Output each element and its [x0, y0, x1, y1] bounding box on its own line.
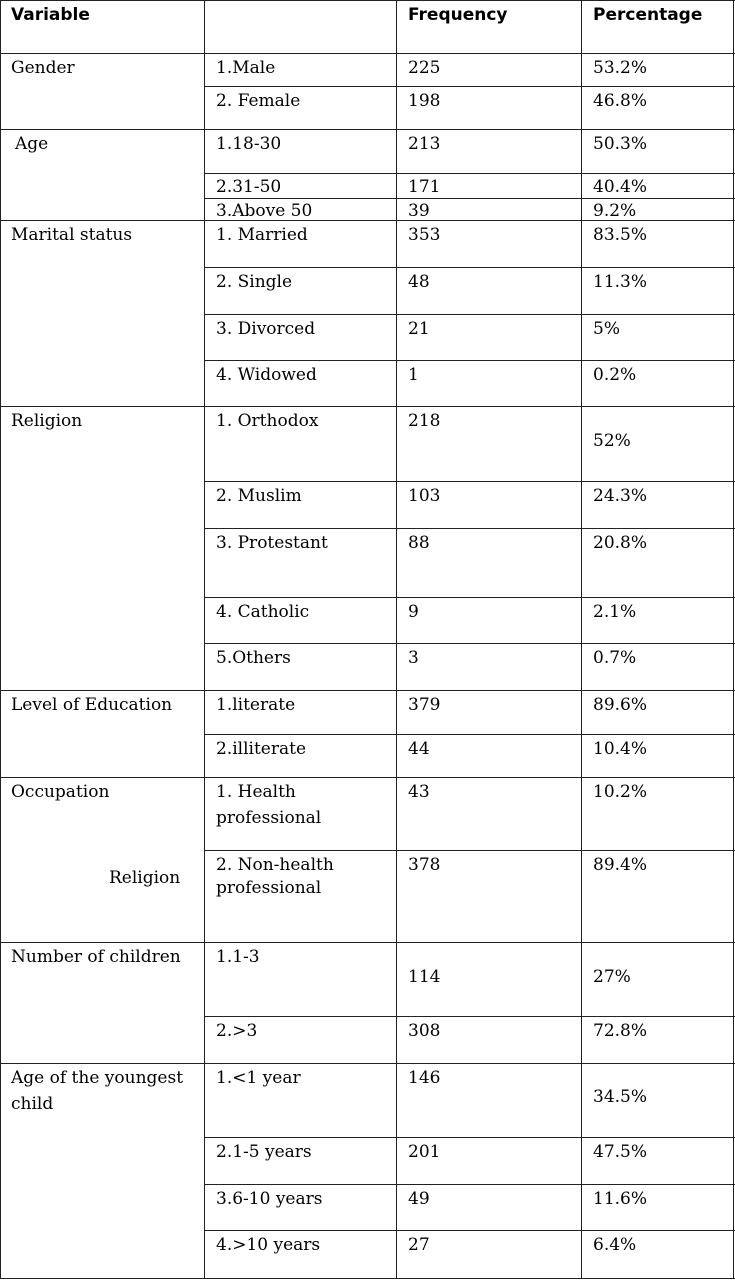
- percentage-cell: 89.6%: [593, 695, 648, 715]
- variable-label: Occupation: [11, 782, 110, 802]
- category-cell: 1. Orthodox: [216, 411, 319, 431]
- row-divider: [204, 314, 735, 315]
- percentage-cell: 2.1%: [593, 602, 637, 622]
- frequency-cell: 44: [408, 739, 430, 759]
- frequency-cell: 88: [408, 533, 430, 553]
- row-divider: [204, 597, 735, 598]
- percentage-cell: 34.5%: [593, 1087, 648, 1107]
- percentage-cell: 40.4%: [593, 177, 648, 197]
- group-divider: [0, 777, 735, 778]
- row-divider: [204, 173, 735, 174]
- frequency-cell: 9: [408, 602, 419, 622]
- category-cell: 2. Non-health: [216, 855, 334, 875]
- column-divider: [204, 0, 205, 1279]
- category-cell: 1. Health: [216, 782, 296, 802]
- frequency-cell: 103: [408, 486, 441, 506]
- category-cell: 2. Single: [216, 272, 293, 292]
- frequency-cell: 21: [408, 319, 430, 339]
- category-cell: 2.illiterate: [216, 739, 307, 759]
- category-cell: 2. Female: [216, 91, 301, 111]
- frequency-cell: 213: [408, 134, 441, 154]
- category-cell: professional: [216, 808, 322, 828]
- row-divider: [204, 850, 735, 851]
- group-divider: [0, 406, 735, 407]
- category-cell: 4. Widowed: [216, 365, 317, 385]
- category-cell: 2.1-5 years: [216, 1142, 312, 1162]
- group-divider: [0, 1063, 735, 1064]
- percentage-cell: 10.2%: [593, 782, 648, 802]
- header-frequency: Frequency: [408, 5, 508, 25]
- category-cell: 2. Muslim: [216, 486, 302, 506]
- category-cell: professional: [216, 878, 322, 898]
- variable-label: Religion: [11, 411, 83, 431]
- percentage-cell: 47.5%: [593, 1142, 648, 1162]
- frequency-cell: 49: [408, 1189, 430, 1209]
- category-cell: 1.Male: [216, 58, 276, 78]
- frequency-cell: 48: [408, 272, 430, 292]
- category-cell: 2.31-50: [216, 177, 282, 197]
- percentage-cell: 50.3%: [593, 134, 648, 154]
- frequency-cell: 43: [408, 782, 430, 802]
- table-border-left: [0, 0, 1, 1279]
- percentage-cell: 5%: [593, 319, 620, 339]
- table-border-right: [733, 0, 734, 1279]
- percentage-cell: 46.8%: [593, 91, 648, 111]
- row-divider: [204, 267, 735, 268]
- percentage-cell: 11.6%: [593, 1189, 648, 1209]
- percentage-cell: 0.7%: [593, 648, 637, 668]
- category-cell: 3.6-10 years: [216, 1189, 323, 1209]
- table-border-bottom: [0, 1278, 735, 1279]
- group-divider: [0, 129, 735, 130]
- row-divider: [204, 734, 735, 735]
- frequency-cell: 201: [408, 1142, 441, 1162]
- category-cell: 4. Catholic: [216, 602, 310, 622]
- frequency-cell: 39: [408, 201, 430, 221]
- category-cell: 5.Others: [216, 648, 291, 668]
- category-cell: 1.literate: [216, 695, 296, 715]
- percentage-cell: 6.4%: [593, 1235, 637, 1255]
- frequency-cell: 379: [408, 695, 441, 715]
- variable-label: Number of children: [11, 947, 181, 967]
- variable-label: Age: [15, 134, 49, 154]
- variable-label: Gender: [11, 58, 75, 78]
- frequency-cell: 3: [408, 648, 419, 668]
- percentage-cell: 0.2%: [593, 365, 637, 385]
- frequency-cell: 308: [408, 1021, 441, 1041]
- frequency-cell: 353: [408, 225, 441, 245]
- group-divider: [0, 53, 735, 54]
- variable-label: Age of the youngest: [11, 1068, 184, 1088]
- percentage-cell: 24.3%: [593, 486, 648, 506]
- category-cell: 1.<1 year: [216, 1068, 301, 1088]
- frequency-cell: 218: [408, 411, 441, 431]
- percentage-cell: 27%: [593, 967, 631, 987]
- category-cell: 3. Divorced: [216, 319, 316, 339]
- stray-label: Religion: [109, 868, 181, 888]
- variable-label: Level of Education: [11, 695, 173, 715]
- column-divider: [396, 0, 397, 1279]
- percentage-cell: 52%: [593, 431, 631, 451]
- frequency-cell: 378: [408, 855, 441, 875]
- percentage-cell: 83.5%: [593, 225, 648, 245]
- row-divider: [204, 1016, 735, 1017]
- header-percentage: Percentage: [593, 5, 703, 25]
- category-cell: 2.>3: [216, 1021, 258, 1041]
- row-divider: [204, 1137, 735, 1138]
- row-divider: [204, 360, 735, 361]
- percentage-cell: 20.8%: [593, 533, 648, 553]
- category-cell: 3. Protestant: [216, 533, 328, 553]
- group-divider: [0, 690, 735, 691]
- category-cell: 4.>10 years: [216, 1235, 321, 1255]
- frequency-cell: 114: [408, 967, 441, 987]
- row-divider: [204, 481, 735, 482]
- row-divider: [204, 86, 735, 87]
- row-divider: [204, 643, 735, 644]
- table-border-top: [0, 0, 735, 1]
- row-divider: [204, 1184, 735, 1185]
- category-cell: 1.1-3: [216, 947, 260, 967]
- percentage-cell: 72.8%: [593, 1021, 648, 1041]
- variable-label: Marital status: [11, 225, 133, 245]
- category-cell: 1.18-30: [216, 134, 282, 154]
- percentage-cell: 11.3%: [593, 272, 648, 292]
- category-cell: 3.Above 50: [216, 201, 313, 221]
- frequency-cell: 1: [408, 365, 419, 385]
- group-divider: [0, 942, 735, 943]
- column-divider: [581, 0, 582, 1279]
- category-cell: 1. Married: [216, 225, 308, 245]
- frequency-cell: 27: [408, 1235, 430, 1255]
- percentage-cell: 10.4%: [593, 739, 648, 759]
- percentage-cell: 89.4%: [593, 855, 648, 875]
- variable-label: child: [11, 1094, 54, 1114]
- percentage-cell: 9.2%: [593, 201, 637, 221]
- frequency-cell: 171: [408, 177, 441, 197]
- header-variable: Variable: [11, 5, 90, 25]
- row-divider: [204, 528, 735, 529]
- frequency-cell: 225: [408, 58, 441, 78]
- frequency-cell: 198: [408, 91, 441, 111]
- row-divider: [204, 1230, 735, 1231]
- frequency-cell: 146: [408, 1068, 441, 1088]
- percentage-cell: 53.2%: [593, 58, 648, 78]
